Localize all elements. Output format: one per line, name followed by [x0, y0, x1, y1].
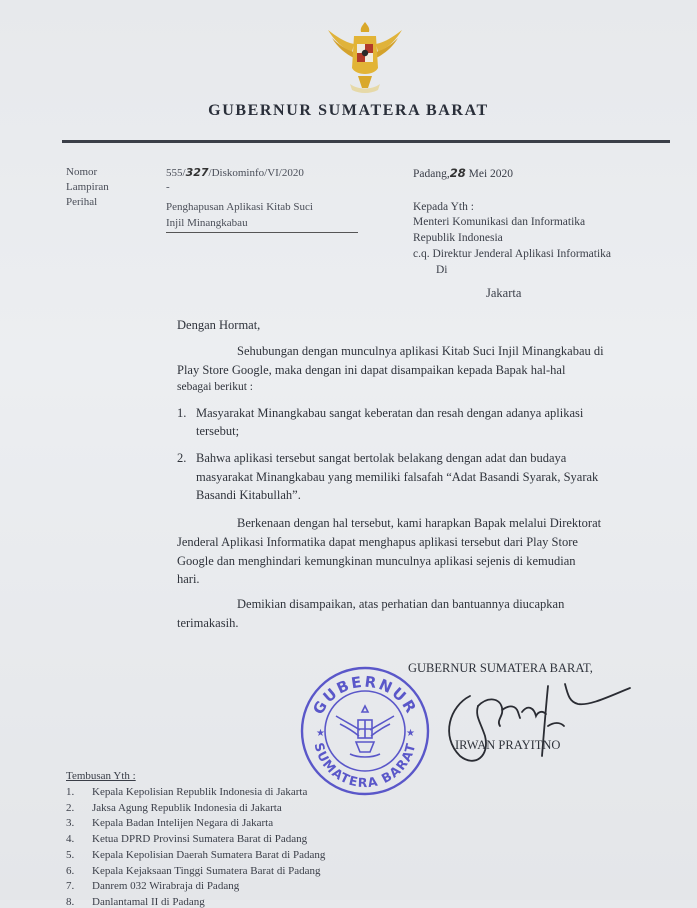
recipient-line2: Republik Indonesia: [413, 232, 503, 244]
tembusan-item-text: Danrem 032 Wirabraja di Padang: [92, 880, 240, 893]
item1-number: 1.: [177, 406, 187, 420]
item1-line2: tersebut;: [196, 424, 240, 438]
recipient-line1: Menteri Komunikasi dan Informatika: [413, 216, 586, 228]
nomor-handwritten: 327: [185, 166, 209, 179]
signature-title: GUBERNUR SUMATERA BARAT,: [408, 661, 593, 675]
recipient-city: Jakarta: [486, 286, 522, 300]
item2-line1: Bahwa aplikasi tersebut sangat bertolak belakang dengan adat dan budaya: [196, 451, 567, 465]
tembusan-item-text: Kepala Badan Intelijen Negara di Jakarta: [92, 817, 274, 830]
p1-line1: Sehubungan dengan munculnya aplikasi Kitab Suci Injil Minangkabau di: [237, 344, 604, 358]
tembusan-item-number: 5.: [66, 848, 75, 861]
p3-line1: Demikian disampaikan, atas perhatian dan bantuannya diucapkan: [237, 597, 565, 611]
nomor-label: Nomor: [66, 166, 98, 178]
date-month-year: Mei 2020: [468, 168, 514, 180]
tembusan-item-number: 8.: [66, 895, 75, 908]
tembusan-item: [66, 817, 273, 829]
p2-line4: hari.: [177, 572, 200, 586]
page-title: GUBERNUR SUMATERA BARAT: [208, 102, 489, 119]
tembusan-item: [66, 896, 205, 908]
tembusan-item-text: Jaksa Agung Republik Indonesia di Jakarta: [92, 801, 282, 814]
p2-line1: Berkenaan dengan hal tersebut, kami harapkan Bapak melalui Direktorat: [237, 516, 602, 530]
kepada-label: Kepada Yth :: [413, 201, 474, 213]
perihal-line1: Penghapusan Aplikasi Kitab Suci: [166, 201, 313, 213]
tembusan-item-text: Kepala Kejaksaan Tinggi Sumatera Barat di Padang: [92, 864, 321, 877]
tembusan-item: [66, 786, 307, 798]
svg-text:GUBERNUR: [309, 673, 420, 718]
tembusan-item-text: Kepala Kepolisian Republik Indonesia di Jakarta: [92, 786, 308, 798]
tembusan-item-text: Ketua DPRD Provinsi Sumatera Barat di Padang: [92, 833, 308, 846]
date-line: [413, 166, 513, 180]
nomor-prefix: 555/: [166, 167, 186, 179]
item2-line3: Basandi Kitabullah”.: [196, 488, 301, 502]
perihal-line2: Injil Minangkabau: [166, 217, 248, 229]
item2-number: 2.: [177, 451, 187, 465]
tembusan-item-number: 3.: [66, 817, 75, 830]
p2-line2: Jenderal Aplikasi Informatika dapat menghapus aplikasi tersebut dari Play Store: [177, 535, 578, 549]
lampiran-label: Lampiran: [66, 181, 109, 193]
lampiran-value: -: [166, 181, 170, 193]
nomor-value: [166, 166, 304, 179]
p2-line3: Google dan menghindari kemungkinan munculnya aplikasi sejenis di kemudian: [177, 554, 576, 568]
svg-text:★: ★: [406, 728, 415, 739]
p1-line2: Play Store Google, maka dengan ini dapat disampaikan kepada Bapak hal-hal: [177, 363, 566, 377]
tembusan-title: Tembusan Yth :: [66, 770, 136, 782]
svg-text:★: ★: [316, 728, 325, 739]
p3-line2: terimakasih.: [177, 616, 239, 630]
tembusan-item: [66, 833, 307, 845]
stamp-bottom-text: SUMATERA BARAT: [311, 740, 419, 791]
handwritten-signature-icon: [430, 676, 640, 776]
stamp-top-text: GUBERNUR: [309, 672, 421, 718]
nomor-suffix: /Diskominfo/VI/2020: [208, 167, 304, 179]
date-day-handwritten: 28: [449, 166, 466, 180]
tembusan-item: [66, 802, 282, 814]
recipient-line3: c.q. Direktur Jenderal Aplikasi Informatika: [413, 248, 611, 260]
tembusan-item-text: Kepala Kepolisian Daerah Sumatera Barat di Padang: [92, 848, 326, 861]
recipient-di: Di: [436, 264, 448, 276]
official-stamp-icon: [296, 664, 434, 798]
perihal-underline: [166, 232, 358, 233]
item2-line2: masyarakat Minangkabau yang memiliki falsafah “Adat Basandi Syarak, Syarak: [196, 470, 599, 484]
tembusan-item: [66, 849, 325, 861]
tembusan-item-number: 7.: [66, 880, 75, 893]
salutation: Dengan Hormat,: [177, 318, 261, 332]
signatory-name: IRWAN PRAYITNO: [455, 738, 561, 752]
tembusan-item-number: 1.: [66, 786, 75, 798]
date-place: Padang,: [413, 168, 450, 180]
tembusan-item: [66, 865, 321, 877]
tembusan-item-text: Danlantamal II di Padang: [92, 895, 205, 908]
tembusan-item-number: 2.: [66, 801, 75, 814]
perihal-label: Perihal: [66, 196, 98, 208]
tembusan-item-number: 4.: [66, 833, 75, 846]
p1-line3: sebagai berikut :: [177, 381, 254, 393]
tembusan-item: [66, 880, 239, 892]
garuda-emblem-icon: [324, 18, 406, 98]
tembusan-item-number: 6.: [66, 864, 75, 877]
header-divider: [62, 140, 670, 143]
item1-line1: Masyarakat Minangkabau sangat keberatan dan resah dengan adanya aplikasi: [196, 406, 584, 420]
